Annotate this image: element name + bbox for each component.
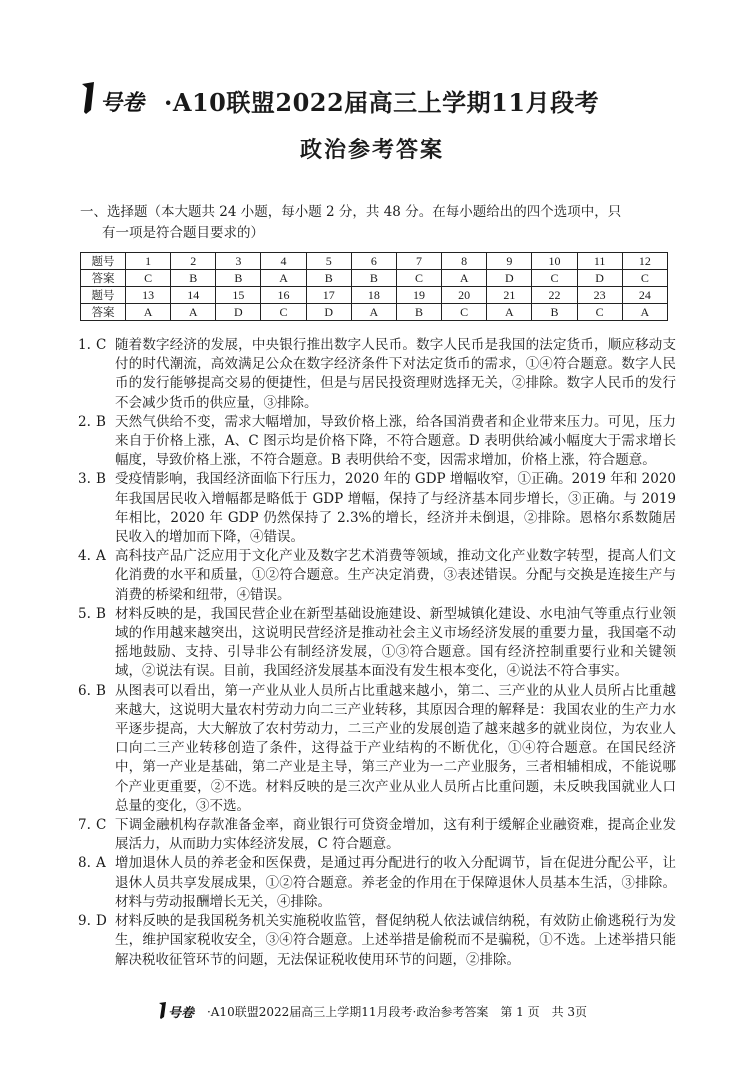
answer-cell: C bbox=[442, 304, 487, 321]
question-number-cell: 12 bbox=[622, 253, 667, 270]
question-number-cell: 8 bbox=[442, 253, 487, 270]
question-number-cell: 2 bbox=[171, 253, 216, 270]
explanation-item bbox=[78, 605, 676, 682]
page-subtitle: 政治参考答案 bbox=[299, 137, 444, 163]
table-row-answers bbox=[81, 304, 668, 321]
explanation-answer: B bbox=[96, 471, 106, 488]
answer-cell: C bbox=[396, 270, 441, 287]
answer-cell: B bbox=[351, 270, 396, 287]
question-number-cell: 7 bbox=[396, 253, 441, 270]
row-header-number: 题号 bbox=[81, 287, 126, 304]
page-footer bbox=[0, 1000, 744, 1022]
answer-cell: B bbox=[532, 304, 577, 321]
explanation-answer: A bbox=[96, 548, 106, 565]
answer-cell: B bbox=[396, 304, 441, 321]
explanation-number: 3. bbox=[78, 471, 91, 488]
question-number-cell: 20 bbox=[442, 287, 487, 304]
question-number-cell: 19 bbox=[396, 287, 441, 304]
explanation-text: 下调金融机构存款准备金率，商业银行可贷资金增加，这有利于缓解企业融资难，提高企业发展活力，从而助力实体经济发展，C 符合题意。 bbox=[115, 817, 676, 853]
explanation-item bbox=[78, 816, 676, 854]
question-number-cell: 11 bbox=[577, 253, 622, 270]
section-heading-line2: 有一项是符合题目要求的） bbox=[102, 225, 264, 241]
answer-cell: D bbox=[577, 270, 622, 287]
question-number-cell: 13 bbox=[126, 287, 171, 304]
answer-cell: B bbox=[306, 270, 351, 287]
answer-cell: A bbox=[171, 304, 216, 321]
title-row bbox=[78, 80, 678, 120]
explanation-number: 4. bbox=[78, 548, 91, 565]
brand-logo-text: 号卷 bbox=[100, 90, 145, 116]
explanation-item bbox=[78, 470, 676, 547]
question-number-cell: 5 bbox=[306, 253, 351, 270]
answer-cell: A bbox=[487, 304, 532, 321]
explanation-item bbox=[78, 682, 676, 816]
question-number-cell: 6 bbox=[351, 253, 396, 270]
question-number-cell: 9 bbox=[487, 253, 532, 270]
question-number-cell: 23 bbox=[577, 287, 622, 304]
explanation-answer: B bbox=[96, 413, 106, 430]
question-number-cell: 3 bbox=[216, 253, 261, 270]
explanation-answer: A bbox=[96, 855, 106, 872]
question-number-cell: 16 bbox=[261, 287, 306, 304]
explanation-item bbox=[78, 413, 676, 471]
explanation-text: 受疫情影响，我国经济面临下行压力，2020 年的 GDP 增幅收窄，①正确。2019 年和 2020 年我国居民收入增幅都是略低于 GDP 增幅，保持了与经济基本同步增长，③正确。与 2019 年相比，2020 年 GDP 仍然保持了 2.3%的增长，经济并未倒退，②排除。恩格尔系数随居民收入的增加而下降，④错误。 bbox=[115, 471, 676, 546]
answer-cell: C bbox=[126, 270, 171, 287]
explanation-text: 从图表可以看出，第一产业从业人员所占比重越来越小，第二、三产业的从业人员所占比重越来越大，这说明大量农村劳动力向二三产业转移，其原因合理的解释是：我国农业的生产力水平逐步提高，大大解放了农村劳动力，二三产业的发展创造了越来越多的就业岗位，为农业人口向二三产业转移创造了条件，这得益于产业结构的不断优化，①④符合题意。在国民经济中，第一产业是基础，第二产业是主导，第三产业为一二产业服务，三者相辅相成，不能说哪个产业更重要，②不选。材料反映的是三次产业从业人员所占比重问题，未反映我国就业人口总量的变化，③不选。 bbox=[115, 682, 676, 814]
answer-key-table bbox=[80, 252, 668, 321]
answer-cell: A bbox=[261, 270, 306, 287]
answer-cell: B bbox=[216, 270, 261, 287]
answer-cell: C bbox=[532, 270, 577, 287]
question-number-cell: 22 bbox=[532, 287, 577, 304]
explanation-item bbox=[78, 912, 676, 970]
explanation-answer: D bbox=[96, 913, 107, 930]
explanation-text: 天然气供给不变，需求大幅增加，导致价格上涨，给各国消费者和企业带来压力。可见，压力来自于价格上涨，A、C 图示均是价格下降，不符合题意。D 表明供给减小幅度大于需求增长幅度，导致价格上涨，不符合题意。B 表明供给不变，因需求增加，价格上涨，符合题意。 bbox=[115, 413, 676, 469]
row-header-answer: 答案 bbox=[81, 304, 126, 321]
footer-brand-logo bbox=[157, 1000, 203, 1022]
table-row-numbers bbox=[81, 253, 668, 270]
explanation-answer: B bbox=[96, 605, 106, 622]
explanation-item bbox=[78, 854, 676, 912]
explanation-number: 1. bbox=[78, 337, 91, 353]
question-number-cell: 21 bbox=[487, 287, 532, 304]
answer-cell: D bbox=[216, 304, 261, 321]
explanation-text: 随着数字经济的发展，中央银行推出数字人民币。数字人民币是我国的法定货币，顺应移动支付的时代潮流，高效满足公众在数字经济条件下对法定货币的需求，①④符合题意。数字人民币的发行能够提高交易的便捷性，但是与居民投资理财选择无关，②排除。数字人民币的发行不会减少货币的供应量，③排除。 bbox=[115, 337, 676, 411]
answer-cell: A bbox=[351, 304, 396, 321]
explanation-number: 7. bbox=[78, 817, 91, 834]
explanation-text: 材料反映的是我国税务机关实施税收监管，督促纳税人依法诚信纳税，有效防止偷逃税行为发生，维护国家税收安全，③④符合题意。上述举措是偷税而不是骗税，①不选。上述举措只能解决税收征管环节的问题，无法保证税收使用环节的问题，②排除。 bbox=[115, 913, 676, 968]
answer-cell: B bbox=[171, 270, 216, 287]
question-number-cell: 10 bbox=[532, 253, 577, 270]
question-number-cell: 15 bbox=[216, 287, 261, 304]
explanation-answer: C bbox=[96, 817, 107, 834]
explanation-number: 2. bbox=[78, 413, 91, 430]
question-number-cell: 18 bbox=[351, 287, 396, 304]
brand-logo bbox=[78, 80, 164, 120]
table-row-answers bbox=[81, 270, 668, 287]
question-number-cell: 1 bbox=[126, 253, 171, 270]
explanation-number: 8. bbox=[78, 855, 91, 872]
explanation-list bbox=[78, 336, 676, 970]
question-number-cell: 4 bbox=[261, 253, 306, 270]
answer-cell: A bbox=[622, 304, 667, 321]
question-number-cell: 17 bbox=[306, 287, 351, 304]
answer-cell: C bbox=[622, 270, 667, 287]
explanation-number: 5. bbox=[78, 605, 91, 622]
page-title: ·A10联盟2022届高三上学期11月段考 bbox=[164, 87, 600, 117]
explanation-number: 6. bbox=[78, 682, 91, 699]
answer-cell: C bbox=[261, 304, 306, 321]
footer-text: ·A10联盟2022届高三上学期11月段考·政治参考答案 第 1 页 共 3页 bbox=[206, 1004, 588, 1019]
answer-cell: D bbox=[306, 304, 351, 321]
explanation-item bbox=[78, 547, 676, 605]
footer-logo-text: 号卷 bbox=[167, 1006, 194, 1021]
question-number-cell: 24 bbox=[622, 287, 667, 304]
explanation-item bbox=[78, 336, 676, 413]
section-heading bbox=[80, 202, 670, 244]
answer-cell: A bbox=[442, 270, 487, 287]
table-row-numbers bbox=[81, 287, 668, 304]
explanation-number: 9. bbox=[78, 913, 91, 930]
explanation-text: 高科技产品广泛应用于文化产业及数字艺术消费等领域，推动文化产业数字转型，提高人们文化消费的水平和质量，①②符合题意。生产决定消费，③表述错误。分配与交换是连接生产与消费的桥梁和纽带，④错误。 bbox=[115, 548, 676, 603]
answer-cell: A bbox=[126, 304, 171, 321]
section-heading-line1: 一、选择题（本大题共 24 小题，每小题 2 分，共 48 分。在每小题给出的四个选项中，只 bbox=[80, 204, 622, 220]
answer-cell: C bbox=[577, 304, 622, 321]
question-number-cell: 14 bbox=[171, 287, 216, 304]
row-header-number: 题号 bbox=[81, 253, 126, 270]
explanation-text: 增加退休人员的养老金和医保费，是通过再分配进行的收入分配调节，旨在促进分配公平，让退休人员共享发展成果，①②符合题意。养老金的作用在于保障退休人员基本生活，③排除。材料与劳动报酬增长无关，④排除。 bbox=[115, 855, 676, 910]
explanation-answer: B bbox=[96, 682, 106, 699]
answer-cell: D bbox=[487, 270, 532, 287]
explanation-answer: C bbox=[96, 337, 107, 353]
explanation-text: 材料反映的是，我国民营企业在新型基础设施建设、新型城镇化建设、水电油气等重点行业领域的作用越来越突出，这说明民营经济是推动社会主义市场经济发展的重要力量，我国毫不动摇地鼓励、支持、引导非公有制经济发展，①③符合题意。国有经济控制重要行业和关键领域，②说法有误。目前，我国经济发展基本面没有发生根本变化，④说法不符合事实。 bbox=[115, 605, 676, 680]
row-header-answer: 答案 bbox=[81, 270, 126, 287]
